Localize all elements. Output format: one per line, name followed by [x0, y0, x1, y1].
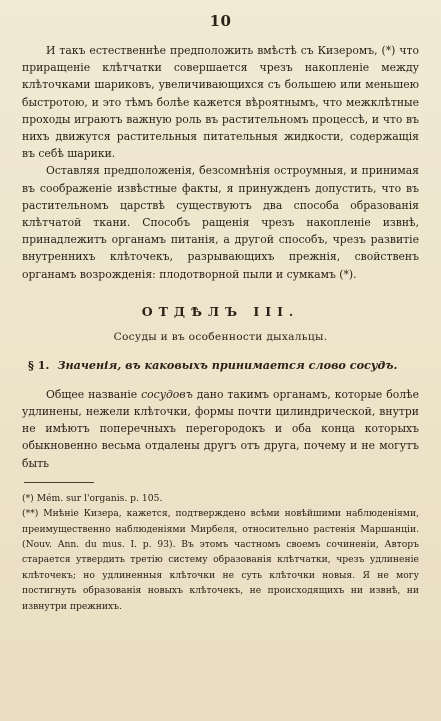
page-number: 10: [209, 12, 232, 30]
body-paragraph-1: И такъ естественнѣе предположить вмѣстѣ съ Кизеромъ, (*) что приращеніе клѣтчатки совершается чрезъ накопленіе между клѣточками шариковъ, увеличивающихся съ большею или меньшею быстротою, и это тѣмъ болѣе кажется вѣроятнымъ, что межклѣтные проходы играютъ важную роль въ растительномъ процессѣ, и что въ нихъ движутся растительныя питательныя жидкости, содержащія въ себѣ шарики.: [22, 44, 419, 161]
paragraph-heading: [22, 356, 419, 374]
footnote-2-text: Мнѣніе Кизера, кажется, подтверждено всѣми новѣйшими наблюденіями, преимущественно наблюденіями Мирбеля, относительно растенія Маршанціи. (Nouv. Ann. du mus. I. p. 93). Въ этомъ частномъ своемъ сочиненіи, Авторъ старается утвердить третію систему образованія клѣтчатки, чрезъ удлиненіе клѣточекъ; но удлиненныя клѣточки не суть клѣточки новыя. Я не могу постигнуть образованія новыхъ клѣточекъ, не происходящихъ ни извнѣ, ни извнутри прежнихъ.: [22, 508, 420, 612]
body-paragraph-3: [22, 386, 419, 472]
paragraph-3-lead: Общее названіе: [46, 387, 142, 401]
body-paragraph-2: Оставляя предположенія, безсомнѣнія остроумныя, и принимая въ соображеніе извѣстные факты, я принужденъ допустить, что въ растительномъ царствѣ существуютъ два способа образованія клѣтчатой ткани. Способъ ращенія чрезъ накопленіе извнѣ, принадлежитъ органамъ питанія, а другой способъ, чрезъ развитіе внутреннихъ клѣточекъ, разрывающихъ прежнія, свойственъ органамъ возрожденія: плодотворной пыли и сумкамъ (*).: [22, 164, 419, 281]
footnote-2: [22, 506, 419, 614]
footnote-rule: [24, 482, 94, 483]
section-subtitle: Сосуды и въ особенности дыхальцы.: [113, 330, 328, 343]
paragraph-3-rest: дано такимъ органамъ, которые болѣе удлинены, нежели клѣточки, формы почти цилиндрической, внутри не имѣютъ поперечныхъ перегородокъ и оба конца которыхъ обыкновенно весьма отдалены другъ отъ друга, почему и не могутъ быть: [22, 387, 420, 470]
footnote-2-mark: (**): [22, 508, 39, 520]
footnote-1-text: Mém. sur l'organis. p. 105.: [36, 492, 163, 504]
footnote-1: [22, 491, 419, 506]
footnote-1-mark: (*): [22, 492, 34, 504]
heading-text: Значенія, въ каковыхъ принимается слово сосудъ.: [57, 357, 398, 372]
emphasized-term: сосудовъ: [141, 387, 193, 401]
heading-number: § 1.: [28, 357, 50, 372]
section-title: ОТДѢЛЪ III.: [141, 303, 300, 319]
